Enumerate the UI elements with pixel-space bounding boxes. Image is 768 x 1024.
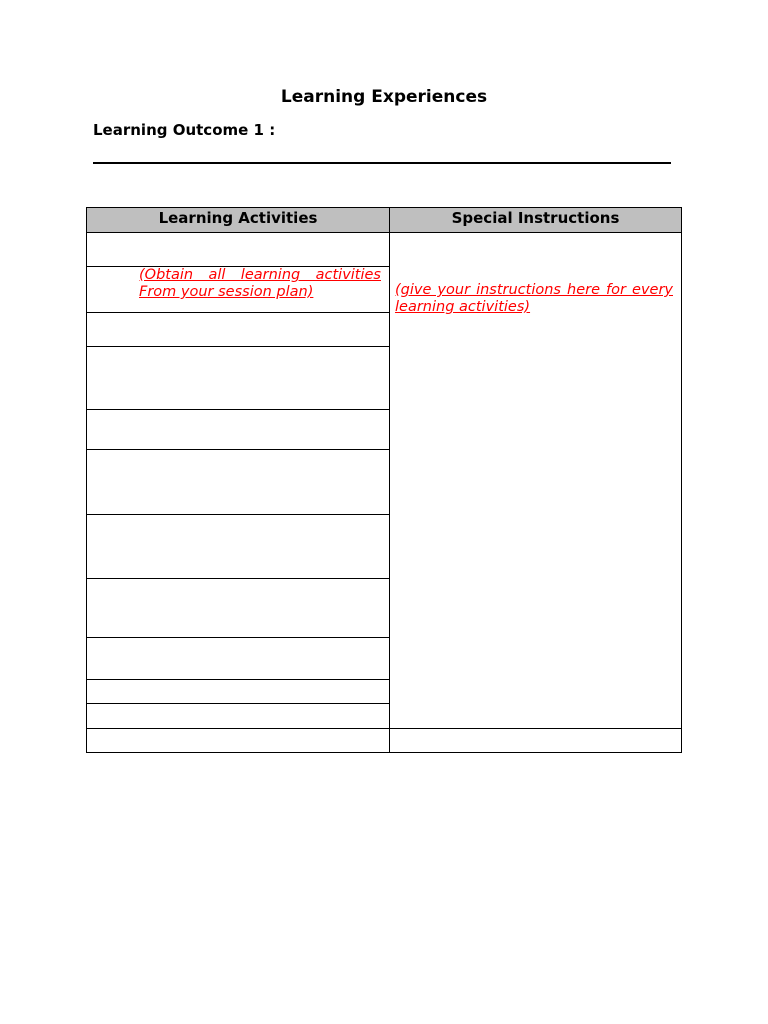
activity-cell[interactable] (87, 579, 389, 637)
activity-cell[interactable] (87, 410, 389, 449)
learning-outcome-fill-line (93, 162, 671, 164)
header-learning-activities: Learning Activities (87, 208, 389, 232)
activity-cell[interactable] (87, 313, 389, 346)
learning-outcome-label: Learning Outcome 1 : (93, 121, 276, 139)
activity-cell[interactable] (87, 704, 389, 728)
activity-cell[interactable] (87, 347, 389, 409)
header-special-instructions: Special Instructions (390, 208, 681, 232)
activity-cell[interactable] (87, 680, 389, 703)
instructions-note: (give your instructions here for every learning activities) (395, 282, 673, 315)
page-title: Learning Experiences (280, 87, 488, 107)
activities-instruction-note: (Obtain all learning activities From your session plan) (139, 267, 381, 300)
activity-cell[interactable] (87, 638, 389, 679)
activity-cell[interactable] (87, 729, 389, 752)
activity-cell[interactable] (87, 515, 389, 578)
instructions-cell[interactable] (390, 729, 681, 752)
activity-cell[interactable] (87, 450, 389, 514)
activity-cell[interactable] (87, 233, 389, 266)
learning-experiences-table (86, 207, 682, 753)
